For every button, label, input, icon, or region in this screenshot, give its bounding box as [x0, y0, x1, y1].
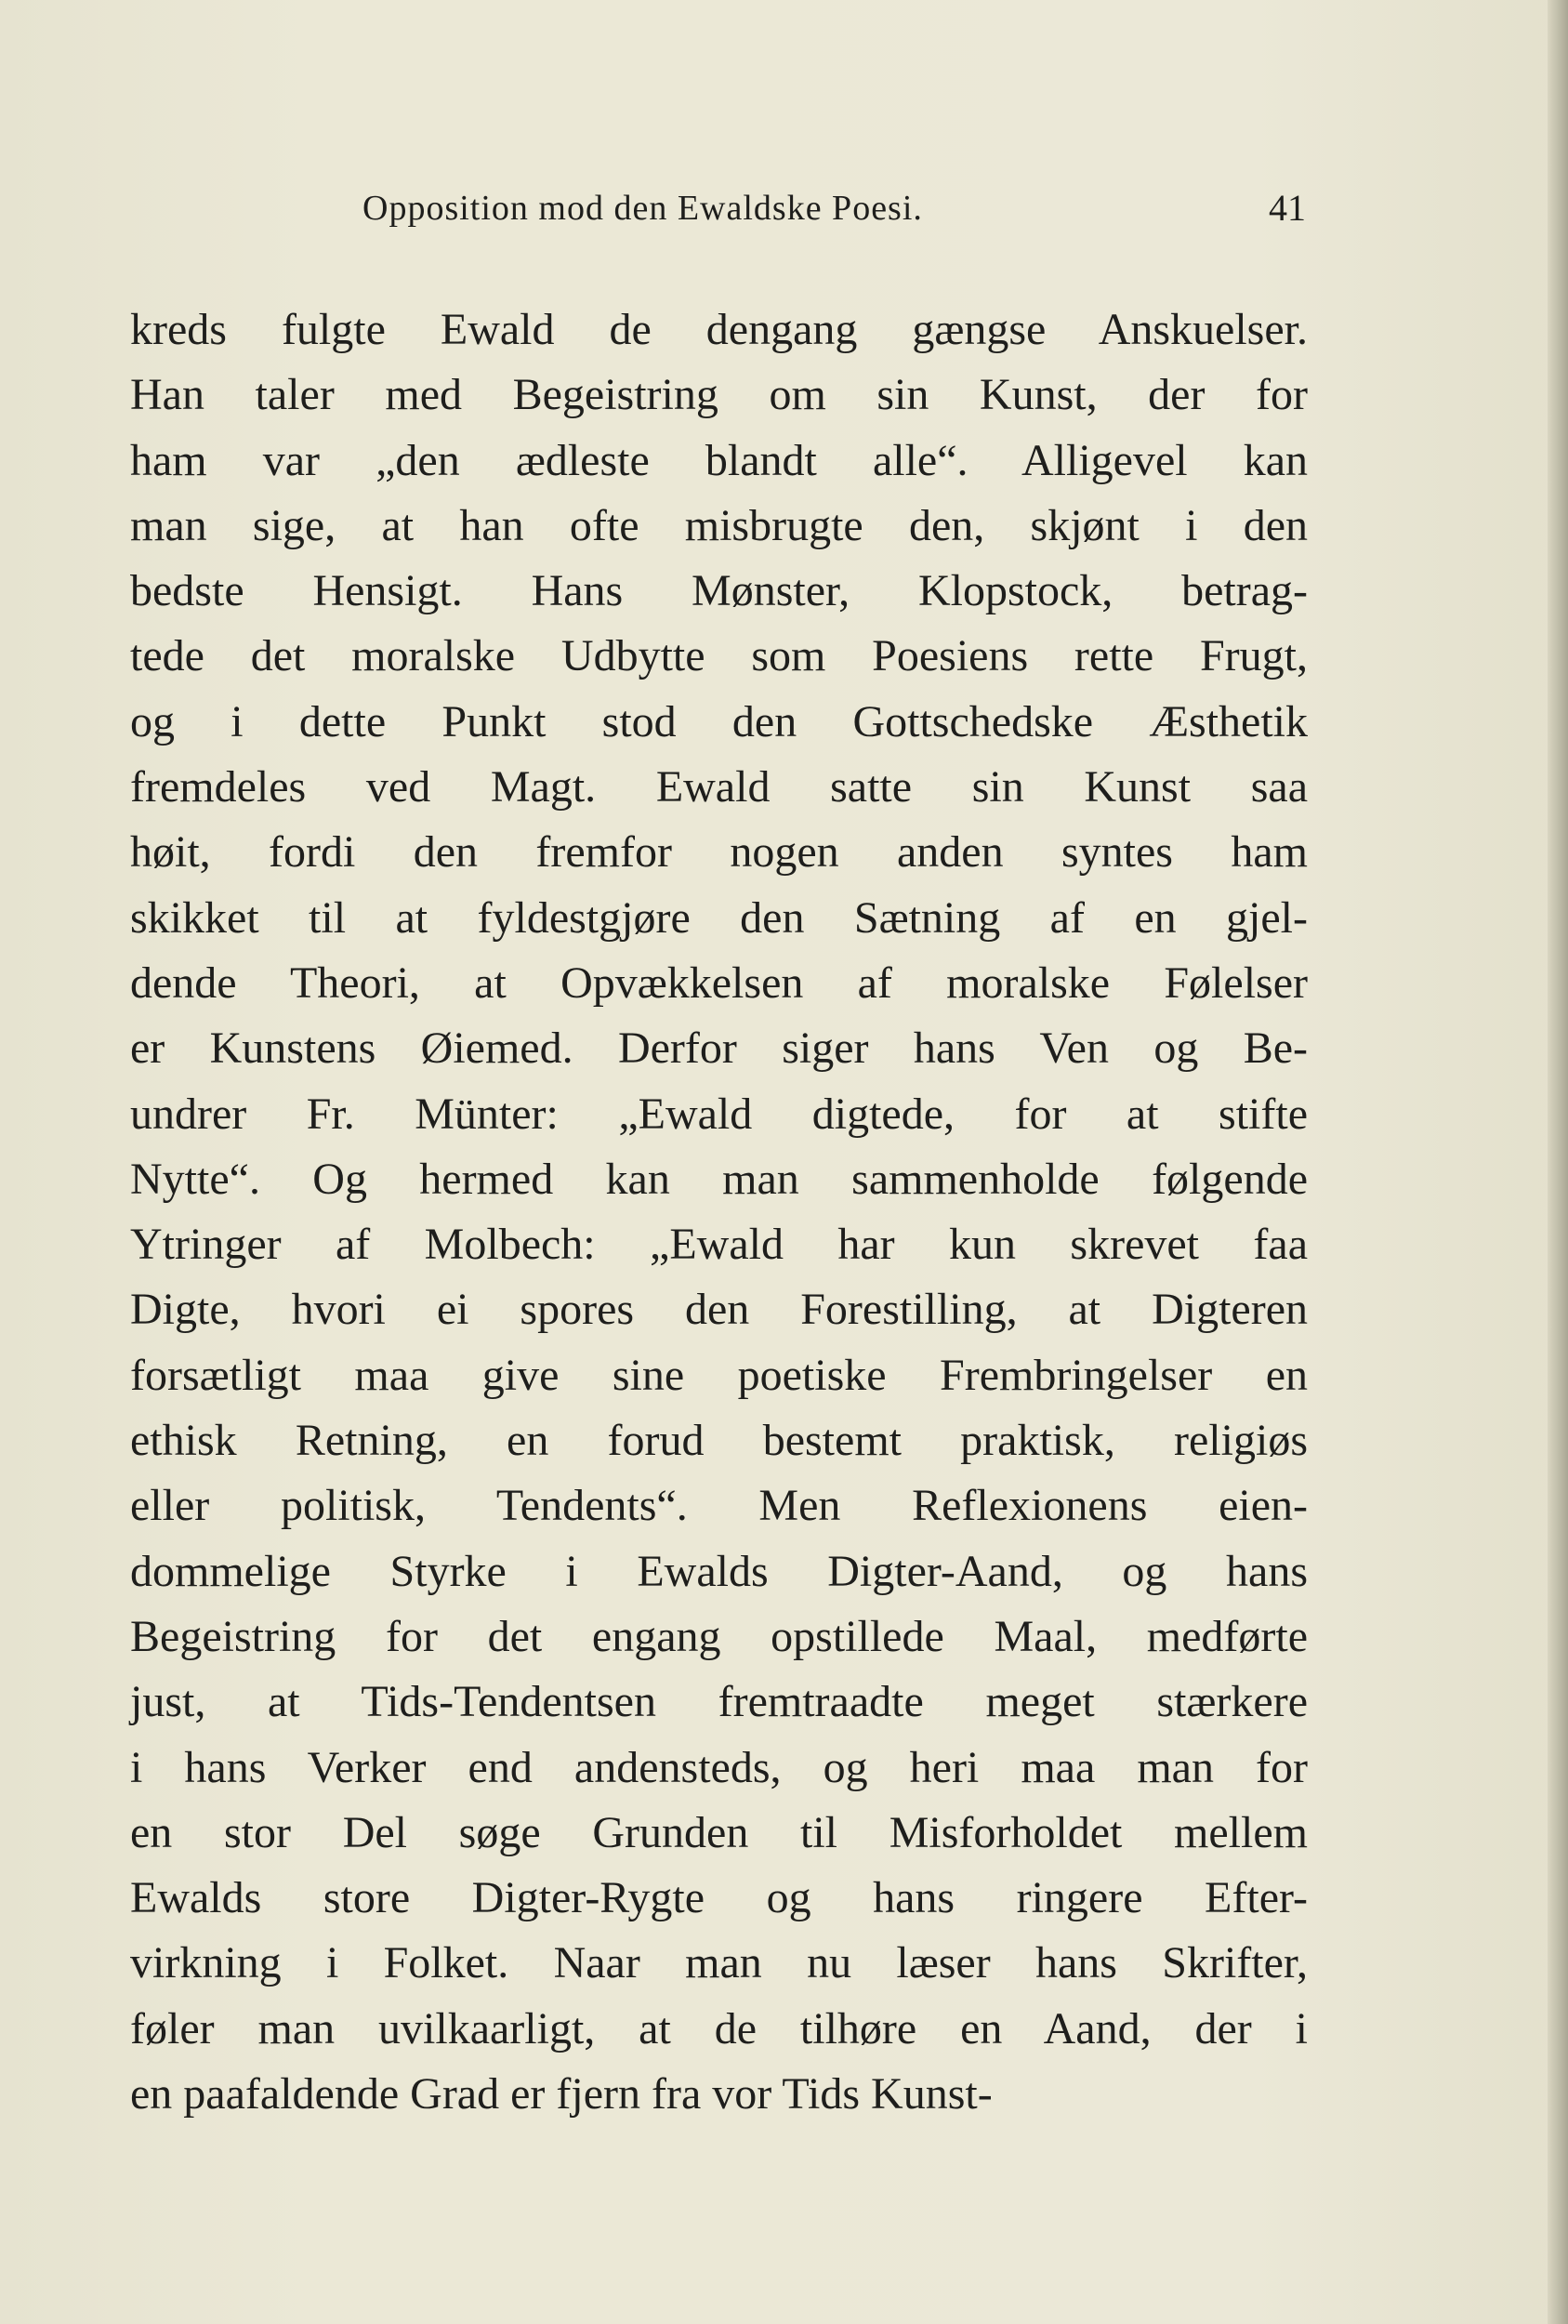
- text-line: tede det moralske Udbytte som Poesiens rette Frugt,: [130, 631, 1308, 681]
- text-line: forsætligt maa give sine poetiske Frembringelser en: [130, 1350, 1308, 1400]
- text-line: man sige, at han ofte misbrugte den, skjønt i den: [130, 500, 1308, 550]
- text-line: Han taler med Begeistring om sin Kunst, der for: [130, 370, 1308, 420]
- text-line: eller politisk, Tendents“. Men Reflexionens eien-: [130, 1481, 1308, 1531]
- text-line: just, at Tids-Tendentsen fremtraadte meget stærkere: [130, 1677, 1308, 1727]
- page-number: 41: [1269, 187, 1306, 229]
- text-line: en paafaldende Grad er fjern fra vor Tids Kunst-: [130, 2069, 993, 2119]
- text-line: virkning i Folket. Naar man nu læser hans Skrifter,: [130, 1938, 1308, 1988]
- text-line: ham var „den ædleste blandt alle“. Alligevel kan: [130, 435, 1308, 485]
- text-line: og i dette Punkt stod den Gottschedske Æsthetik: [130, 696, 1308, 746]
- text-line: ethisk Retning, en forud bestemt praktisk, religiøs: [130, 1416, 1308, 1466]
- page-edge: [1548, 0, 1568, 2324]
- text-line: er Kunstens Øiemed. Derfor siger hans Ven og Be-: [130, 1023, 1308, 1074]
- body-text: [130, 297, 1308, 2127]
- text-line: kreds fulgte Ewald de dengang gængse Anskuelser.: [130, 305, 1308, 354]
- text-line: bedste Hensigt. Hans Mønster, Klopstock, betrag-: [130, 566, 1308, 616]
- text-line: føler man uvilkaarligt, at de tilhøre en Aand, der i: [130, 2003, 1308, 2053]
- text-line: en stor Del søge Grunden til Misforholdet mellem: [130, 1807, 1308, 1857]
- page-header: [362, 184, 1306, 232]
- text-line: undrer Fr. Münter: „Ewald digtede, for at stifte: [130, 1089, 1308, 1139]
- text-line: i hans Verker end andensteds, og heri maa man for: [130, 1742, 1308, 1792]
- text-line: fremdeles ved Magt. Ewald satte sin Kunst saa: [130, 762, 1308, 812]
- text-line: Ewalds store Digter-Rygte og hans ringere Efter-: [130, 1873, 1308, 1923]
- text-line: Begeistring for det engang opstillede Maal, medførte: [130, 1611, 1308, 1661]
- running-title: Opposition mod den Ewaldske Poesi.: [362, 189, 923, 228]
- text-line: dende Theori, at Opvækkelsen af moralske Følelser: [130, 957, 1308, 1008]
- text-line: dommelige Styrke i Ewalds Digter-Aand, og hans: [130, 1546, 1308, 1596]
- text-line: skikket til at fyldestgjøre den Sætning af en gjel-: [130, 892, 1308, 943]
- text-line: Ytringer af Molbech: „Ewald har kun skrevet faa: [130, 1220, 1308, 1270]
- text-line: høit, fordi den fremfor nogen anden syntes ham: [130, 827, 1308, 878]
- text-line: Nytte“. Og hermed kan man sammenholde følgende: [130, 1154, 1308, 1204]
- text-line: Digte, hvori ei spores den Forestilling, at Digteren: [130, 1285, 1308, 1335]
